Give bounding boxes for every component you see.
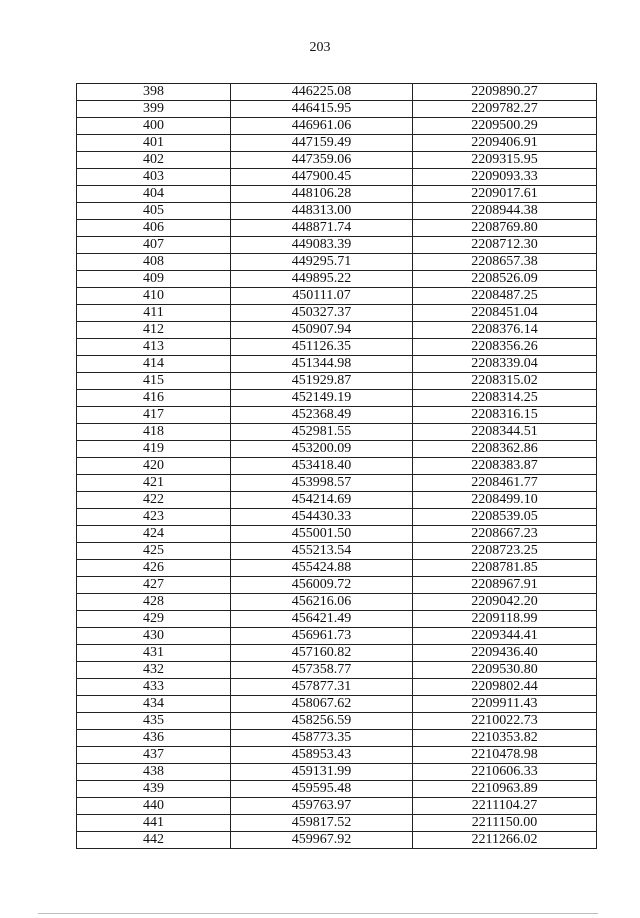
y-coordinate-cell: 2209911.43 (413, 696, 597, 713)
point-number-cell: 413 (77, 339, 231, 356)
y-coordinate-cell: 2210963.89 (413, 781, 597, 798)
x-coordinate-cell: 458953.43 (231, 747, 413, 764)
y-coordinate-cell: 2209344.41 (413, 628, 597, 645)
table-row (77, 254, 597, 271)
x-coordinate-cell: 458067.62 (231, 696, 413, 713)
x-coordinate-cell: 458256.59 (231, 713, 413, 730)
table-row (77, 662, 597, 679)
x-coordinate-cell: 446415.95 (231, 101, 413, 118)
point-number-cell: 440 (77, 798, 231, 815)
table-row (77, 458, 597, 475)
table-row (77, 118, 597, 135)
x-coordinate-cell: 449295.71 (231, 254, 413, 271)
table-row (77, 679, 597, 696)
y-coordinate-cell: 2209093.33 (413, 169, 597, 186)
x-coordinate-cell: 450907.94 (231, 322, 413, 339)
y-coordinate-cell: 2208315.02 (413, 373, 597, 390)
point-number-cell: 419 (77, 441, 231, 458)
point-number-cell: 417 (77, 407, 231, 424)
x-coordinate-cell: 454214.69 (231, 492, 413, 509)
table-body (77, 84, 597, 849)
point-number-cell: 426 (77, 560, 231, 577)
y-coordinate-cell: 2209890.27 (413, 84, 597, 101)
x-coordinate-cell: 454430.33 (231, 509, 413, 526)
y-coordinate-cell: 2208461.77 (413, 475, 597, 492)
table-row (77, 815, 597, 832)
point-number-cell: 438 (77, 764, 231, 781)
point-number-cell: 400 (77, 118, 231, 135)
x-coordinate-cell: 456216.06 (231, 594, 413, 611)
x-coordinate-cell: 447359.06 (231, 152, 413, 169)
point-number-cell: 414 (77, 356, 231, 373)
y-coordinate-cell: 2208356.26 (413, 339, 597, 356)
x-coordinate-cell: 459967.92 (231, 832, 413, 849)
point-number-cell: 402 (77, 152, 231, 169)
y-coordinate-cell: 2208667.23 (413, 526, 597, 543)
y-coordinate-cell: 2210478.98 (413, 747, 597, 764)
table-row (77, 628, 597, 645)
point-number-cell: 405 (77, 203, 231, 220)
point-number-cell: 436 (77, 730, 231, 747)
table-row (77, 186, 597, 203)
y-coordinate-cell: 2209530.80 (413, 662, 597, 679)
table-row (77, 322, 597, 339)
point-number-cell: 420 (77, 458, 231, 475)
point-number-cell: 415 (77, 373, 231, 390)
point-number-cell: 409 (77, 271, 231, 288)
table-row (77, 543, 597, 560)
table-row (77, 696, 597, 713)
x-coordinate-cell: 448871.74 (231, 220, 413, 237)
table-row (77, 730, 597, 747)
table-row (77, 475, 597, 492)
table-row (77, 526, 597, 543)
table-row (77, 832, 597, 849)
x-coordinate-cell: 446225.08 (231, 84, 413, 101)
table-row (77, 101, 597, 118)
table-row (77, 220, 597, 237)
table-row (77, 407, 597, 424)
y-coordinate-cell: 2208344.51 (413, 424, 597, 441)
table-row (77, 441, 597, 458)
table-row (77, 339, 597, 356)
y-coordinate-cell: 2208657.38 (413, 254, 597, 271)
y-coordinate-cell: 2209500.29 (413, 118, 597, 135)
point-number-cell: 422 (77, 492, 231, 509)
x-coordinate-cell: 458773.35 (231, 730, 413, 747)
y-coordinate-cell: 2209802.44 (413, 679, 597, 696)
x-coordinate-cell: 459763.97 (231, 798, 413, 815)
x-coordinate-cell: 448106.28 (231, 186, 413, 203)
point-number-cell: 401 (77, 135, 231, 152)
y-coordinate-cell: 2208723.25 (413, 543, 597, 560)
point-number-cell: 421 (77, 475, 231, 492)
x-coordinate-cell: 452149.19 (231, 390, 413, 407)
x-coordinate-cell: 455001.50 (231, 526, 413, 543)
y-coordinate-cell: 2208316.15 (413, 407, 597, 424)
table-row (77, 203, 597, 220)
point-number-cell: 435 (77, 713, 231, 730)
point-number-cell: 441 (77, 815, 231, 832)
y-coordinate-cell: 2209406.91 (413, 135, 597, 152)
y-coordinate-cell: 2211150.00 (413, 815, 597, 832)
table-row (77, 237, 597, 254)
x-coordinate-cell: 459595.48 (231, 781, 413, 798)
x-coordinate-cell: 456961.73 (231, 628, 413, 645)
table-row (77, 577, 597, 594)
point-number-cell: 416 (77, 390, 231, 407)
y-coordinate-cell: 2209042.20 (413, 594, 597, 611)
x-coordinate-cell: 452368.49 (231, 407, 413, 424)
point-number-cell: 442 (77, 832, 231, 849)
x-coordinate-cell: 457160.82 (231, 645, 413, 662)
x-coordinate-cell: 450111.07 (231, 288, 413, 305)
table-row (77, 84, 597, 101)
point-number-cell: 433 (77, 679, 231, 696)
table-row (77, 594, 597, 611)
x-coordinate-cell: 459817.52 (231, 815, 413, 832)
point-number-cell: 428 (77, 594, 231, 611)
y-coordinate-cell: 2208383.87 (413, 458, 597, 475)
x-coordinate-cell: 459131.99 (231, 764, 413, 781)
point-number-cell: 439 (77, 781, 231, 798)
point-number-cell: 404 (77, 186, 231, 203)
y-coordinate-cell: 2208769.80 (413, 220, 597, 237)
y-coordinate-cell: 2208944.38 (413, 203, 597, 220)
table-row (77, 764, 597, 781)
x-coordinate-cell: 451929.87 (231, 373, 413, 390)
point-number-cell: 425 (77, 543, 231, 560)
table-row (77, 781, 597, 798)
page-number: 203 (309, 40, 331, 55)
table-row (77, 747, 597, 764)
table-row (77, 271, 597, 288)
y-coordinate-cell: 2208314.25 (413, 390, 597, 407)
table-row (77, 509, 597, 526)
table-row (77, 798, 597, 815)
page-bottom-rule (38, 913, 598, 914)
point-number-cell: 408 (77, 254, 231, 271)
point-number-cell: 427 (77, 577, 231, 594)
x-coordinate-cell: 457358.77 (231, 662, 413, 679)
point-number-cell: 437 (77, 747, 231, 764)
x-coordinate-cell: 457877.31 (231, 679, 413, 696)
table-row (77, 169, 597, 186)
table-row (77, 305, 597, 322)
point-number-cell: 410 (77, 288, 231, 305)
table-row (77, 492, 597, 509)
x-coordinate-cell: 450327.37 (231, 305, 413, 322)
table-row (77, 288, 597, 305)
y-coordinate-cell: 2208499.10 (413, 492, 597, 509)
table-row (77, 424, 597, 441)
y-coordinate-cell: 2209782.27 (413, 101, 597, 118)
table-row (77, 373, 597, 390)
point-number-cell: 411 (77, 305, 231, 322)
point-number-cell: 406 (77, 220, 231, 237)
table-row (77, 135, 597, 152)
y-coordinate-cell: 2208526.09 (413, 271, 597, 288)
point-number-cell: 430 (77, 628, 231, 645)
x-coordinate-cell: 455213.54 (231, 543, 413, 560)
point-number-cell: 432 (77, 662, 231, 679)
point-number-cell: 412 (77, 322, 231, 339)
point-number-cell: 434 (77, 696, 231, 713)
point-number-cell: 399 (77, 101, 231, 118)
y-coordinate-cell: 2208362.86 (413, 441, 597, 458)
y-coordinate-cell: 2210353.82 (413, 730, 597, 747)
y-coordinate-cell: 2211104.27 (413, 798, 597, 815)
point-number-cell: 431 (77, 645, 231, 662)
point-number-cell: 423 (77, 509, 231, 526)
table-row (77, 390, 597, 407)
y-coordinate-cell: 2208339.04 (413, 356, 597, 373)
y-coordinate-cell: 2208487.25 (413, 288, 597, 305)
y-coordinate-cell: 2208539.05 (413, 509, 597, 526)
y-coordinate-cell: 2210606.33 (413, 764, 597, 781)
y-coordinate-cell: 2209436.40 (413, 645, 597, 662)
table-row (77, 713, 597, 730)
x-coordinate-cell: 452981.55 (231, 424, 413, 441)
x-coordinate-cell: 449895.22 (231, 271, 413, 288)
point-number-cell: 403 (77, 169, 231, 186)
x-coordinate-cell: 446961.06 (231, 118, 413, 135)
table-row (77, 645, 597, 662)
coordinates-table (76, 83, 597, 849)
x-coordinate-cell: 447900.45 (231, 169, 413, 186)
x-coordinate-cell: 453200.09 (231, 441, 413, 458)
y-coordinate-cell: 2208967.91 (413, 577, 597, 594)
x-coordinate-cell: 456421.49 (231, 611, 413, 628)
x-coordinate-cell: 447159.49 (231, 135, 413, 152)
y-coordinate-cell: 2211266.02 (413, 832, 597, 849)
y-coordinate-cell: 2208712.30 (413, 237, 597, 254)
x-coordinate-cell: 456009.72 (231, 577, 413, 594)
point-number-cell: 407 (77, 237, 231, 254)
point-number-cell: 424 (77, 526, 231, 543)
table-row (77, 611, 597, 628)
x-coordinate-cell: 453998.57 (231, 475, 413, 492)
x-coordinate-cell: 455424.88 (231, 560, 413, 577)
y-coordinate-cell: 2210022.73 (413, 713, 597, 730)
y-coordinate-cell: 2208781.85 (413, 560, 597, 577)
x-coordinate-cell: 449083.39 (231, 237, 413, 254)
table-row (77, 356, 597, 373)
point-number-cell: 429 (77, 611, 231, 628)
y-coordinate-cell: 2208376.14 (413, 322, 597, 339)
x-coordinate-cell: 451126.35 (231, 339, 413, 356)
y-coordinate-cell: 2209315.95 (413, 152, 597, 169)
point-number-cell: 418 (77, 424, 231, 441)
x-coordinate-cell: 451344.98 (231, 356, 413, 373)
point-number-cell: 398 (77, 84, 231, 101)
table-row (77, 152, 597, 169)
y-coordinate-cell: 2208451.04 (413, 305, 597, 322)
y-coordinate-cell: 2209017.61 (413, 186, 597, 203)
table-row (77, 560, 597, 577)
y-coordinate-cell: 2209118.99 (413, 611, 597, 628)
x-coordinate-cell: 453418.40 (231, 458, 413, 475)
x-coordinate-cell: 448313.00 (231, 203, 413, 220)
